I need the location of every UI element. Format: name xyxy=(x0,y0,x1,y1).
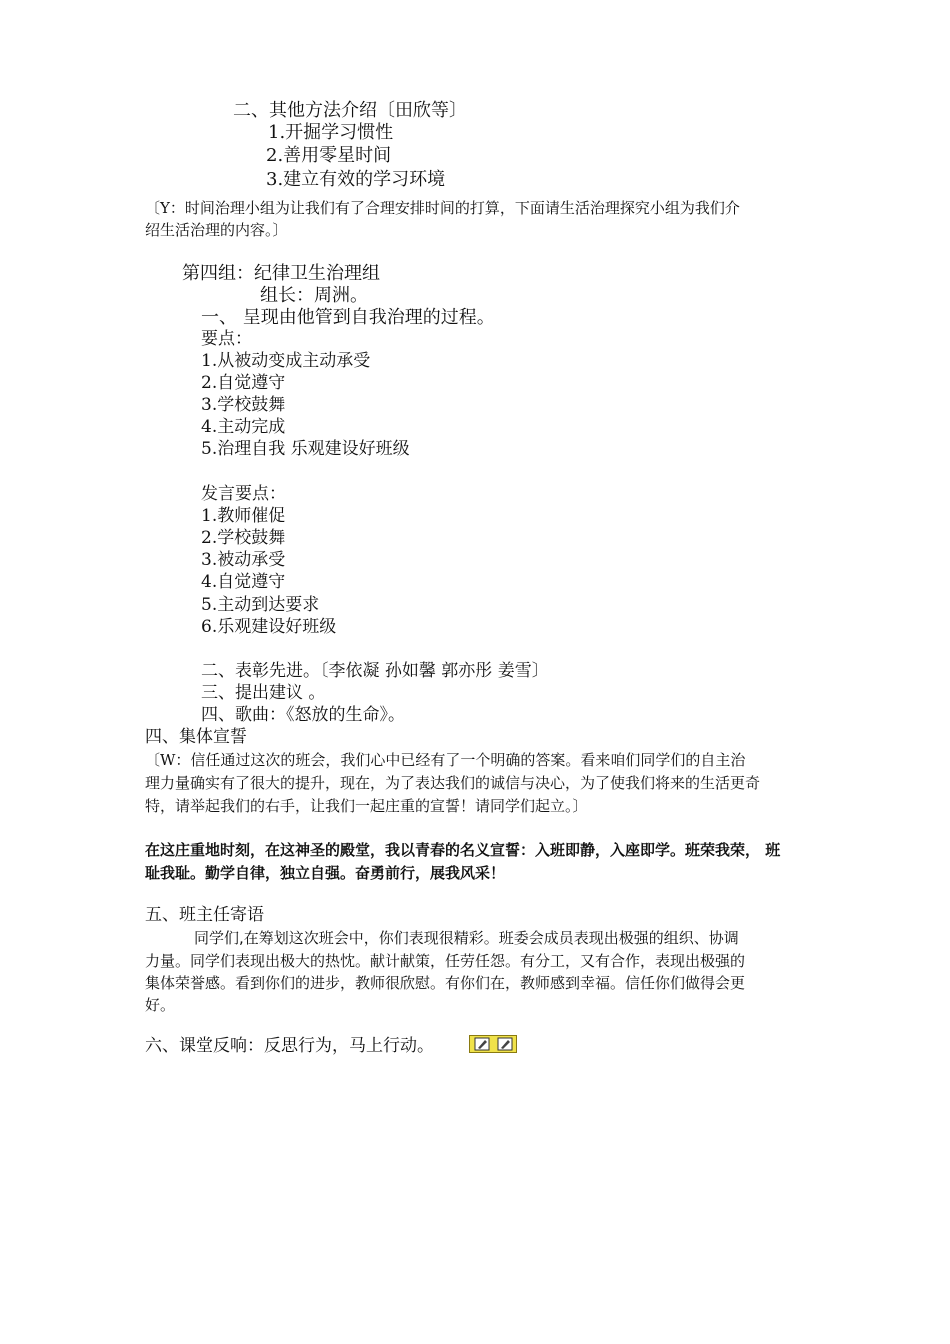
transition-y-line-1: 〔Y：时间治理小组为让我们有了合理安排时间的打算，下面请生活治理探究小组为我们介 xyxy=(145,199,740,217)
transition-y-line-2: 绍生活治理的内容。〕 xyxy=(145,221,288,239)
pencil-icons-box xyxy=(469,1035,517,1053)
transition-w-line-1: 〔W：信任通过这次的班会，我们心中已经有了一个明确的答案。看来咱们同学们的自主治 xyxy=(145,751,746,769)
pencil-icon xyxy=(497,1037,513,1051)
section-two-title: 二、其他方法介绍〔田欣等〕 xyxy=(233,100,467,121)
oath-line-1: 在这庄重地时刻，在这神圣的殿堂，我以青春的名义宣誓：入班即静，入座即学。班荣我荣， 班 xyxy=(145,841,781,859)
group-four-leader: 组长：周洲。 xyxy=(260,285,368,306)
key-point-4: 4.主动完成 xyxy=(201,417,286,437)
section-six-title: 六、课堂反响：反思行为，马上行动。 xyxy=(145,1036,434,1056)
speech-point-5: 5.主动到达要求 xyxy=(201,595,320,615)
speech-points-label: 发言要点： xyxy=(201,484,286,504)
song-line: 四、歌曲：《怒放的生命》。 xyxy=(201,705,405,725)
suggest-line: 三、提出建议 。 xyxy=(201,683,326,703)
transition-w-line-3: 特，请举起我们的右手，让我们一起庄重的宣誓！请同学们起立。〕 xyxy=(145,797,588,815)
transition-w-line-2: 理力量确实有了很大的提升，现在，为了表达我们的诚信与决心，为了使我们将来的生活更奇 xyxy=(145,774,761,792)
key-point-2: 2.自觉遵守 xyxy=(201,373,286,393)
teacher-paragraph-line-2: 力量。同学们表现出极大的热忱。献计献策，任劳任怨。有分工，又有合作，表现出极强的 xyxy=(145,952,746,970)
pencil-icon xyxy=(474,1037,490,1051)
oath-line-2: 耻我耻。勤学自律，独立自强。奋勇前行，展我风采！ xyxy=(145,864,506,882)
speech-point-6: 6.乐观建设好班级 xyxy=(201,617,337,637)
section-five-title: 五、班主任寄语 xyxy=(145,905,264,925)
speech-point-2: 2.学校鼓舞 xyxy=(201,528,286,548)
commend-line: 二、表彰先进。〔李依凝 孙如馨 郭亦彤 姜雪〕 xyxy=(201,661,549,681)
part-one-title: 一、 呈现由他管到自我治理的过程。 xyxy=(201,307,495,328)
method-item-2: 2.善用零星时间 xyxy=(266,145,392,166)
key-points-label: 要点： xyxy=(201,329,252,349)
section-four-title: 四、集体宣誓 xyxy=(145,727,247,747)
key-point-3: 3.学校鼓舞 xyxy=(201,395,286,415)
speech-point-4: 4.自觉遵守 xyxy=(201,572,286,592)
method-item-3: 3.建立有效的学习环境 xyxy=(266,169,446,190)
teacher-paragraph-line-1: 同学们,在筹划这次班会中，你们表现很精彩。班委会成员表现出极强的组织、协调 xyxy=(194,929,739,947)
key-point-5: 5.治理自我 乐观建设好班级 xyxy=(201,439,410,459)
group-four-title: 第四组：纪律卫生治理组 xyxy=(182,263,380,284)
method-item-1: 1.开掘学习惯性 xyxy=(268,122,394,143)
speech-point-3: 3.被动承受 xyxy=(201,550,286,570)
teacher-paragraph-line-4: 好。 xyxy=(145,996,176,1014)
speech-point-1: 1.教师催促 xyxy=(201,506,286,526)
key-point-1: 1.从被动变成主动承受 xyxy=(201,351,371,371)
teacher-paragraph-line-3: 集体荣誉感。看到你们的进步，教师很欣慰。有你们在，教师感到幸福。信任你们做得会更 xyxy=(145,974,746,992)
